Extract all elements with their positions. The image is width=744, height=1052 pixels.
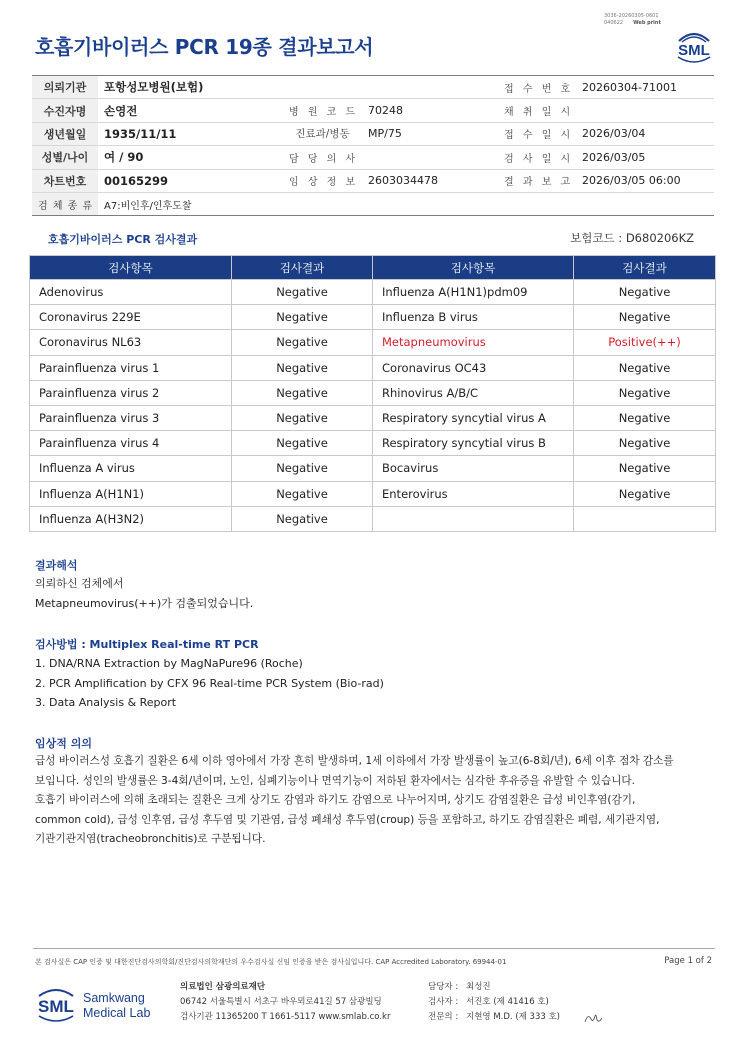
staff-name: 최성진 — [466, 982, 491, 992]
test-item: Influenza B virus — [373, 305, 574, 330]
column-header: 검사항목 — [373, 256, 574, 280]
test-result: Negative — [232, 355, 373, 380]
column-header: 검사항목 — [30, 256, 232, 280]
sml-footer-logo-icon — [35, 982, 157, 1026]
test-result: Negative — [574, 280, 716, 305]
patient-info-table — [32, 75, 714, 216]
test-item: Coronavirus OC43 — [373, 355, 574, 380]
test-item: Influenza A(H1N1) — [30, 481, 232, 506]
sml-logo-text: SML — [678, 42, 710, 59]
test-result: Negative — [574, 456, 716, 481]
method-step: 3. Data Analysis & Report — [35, 696, 177, 709]
staff-name: 지현영 M.D. (제 333 호) — [466, 1012, 561, 1022]
test-item: Respiratory syncytial virus B — [373, 431, 574, 456]
test-item: Coronavirus NL63 — [30, 330, 232, 355]
footer-accreditation-note: 본 검사실은 CAP 인증 및 대한진단검사의학회/진단검사의학재단의 우수검사실 신임 인증을 받은 검사실입니다. CAP Accredited Laboratory. 69944-01 — [35, 958, 507, 966]
staff-name: 서진호 (제 41416 호) — [466, 997, 549, 1007]
clinical-title: 임상적 의의 — [35, 737, 92, 750]
test-item-positive: Metapneumovirus — [373, 330, 574, 355]
test-result — [574, 506, 716, 531]
test-item: Influenza A virus — [30, 456, 232, 481]
test-result: Negative — [232, 481, 373, 506]
info-label: 병 원 코 드 — [283, 99, 362, 122]
footer-divider — [33, 948, 715, 949]
test-item: Parainfluenza virus 3 — [30, 405, 232, 430]
method-step: 2. PCR Amplification by CFX 96 Real-time PCR System (Bio-rad) — [35, 676, 384, 690]
signature-icon — [582, 1010, 604, 1026]
info-value-clinical-info: 2603034478 — [362, 169, 498, 192]
info-value-accession: 20260304-71001 — [576, 76, 714, 99]
table-row — [30, 481, 716, 506]
clinical-line: common cold), 급성 인후염, 급성 후두염 및 기관염, 급성 폐쇄성 후두염(croup) 등을 포함하고, 하기도 감염질환은 폐렴, 세기관지염, — [35, 813, 660, 826]
method-title: 검사방법 : Multiplex Real-time RT PCR — [35, 638, 259, 651]
footer-logo-line1: Samkwang — [83, 991, 145, 1005]
test-item: Influenza A(H1N1)pdm09 — [373, 280, 574, 305]
test-item — [373, 506, 574, 531]
table-row — [30, 380, 716, 405]
info-row — [32, 192, 714, 215]
interpretation-line: 의뢰하신 검체에서 — [35, 577, 124, 590]
info-row — [32, 169, 714, 192]
info-label: 담 당 의 사 — [283, 146, 362, 169]
results-table — [29, 255, 716, 532]
org-name: 의료법인 삼광의료재단 — [180, 982, 266, 992]
test-item: Parainfluenza virus 2 — [30, 380, 232, 405]
test-result: Negative — [232, 280, 373, 305]
clinical-line: 보입니다. 성인의 발생률은 3-4회/년이며, 노인, 심폐기능이나 면역기능이 저하된 환자에서는 심각한 후유증을 유발할 수 있습니다. — [35, 774, 636, 787]
clinical-line: 호흡기 바이러스에 의해 초래되는 질환은 크게 상기도 감염과 하기도 감염으로 나누어지며, 상기도 감염질환은 급성 비인후염(감기, — [35, 794, 636, 806]
clinical-text — [35, 752, 715, 850]
table-row — [30, 431, 716, 456]
test-result: Negative — [232, 330, 373, 355]
footer-staff — [428, 980, 560, 1025]
test-item: Parainfluenza virus 1 — [30, 355, 232, 380]
info-value-specimen-type: A7:비인후/인후도찰 — [98, 192, 714, 215]
table-row — [30, 405, 716, 430]
info-label: 결 과 보 고 — [498, 169, 576, 192]
info-value-report-date: 2026/03/05 06:00 — [576, 169, 714, 192]
test-item: Parainfluenza virus 4 — [30, 431, 232, 456]
info-value-department: MP/75 — [362, 122, 498, 145]
test-result: Negative — [574, 305, 716, 330]
test-result: Negative — [232, 506, 373, 531]
test-item: Respiratory syncytial virus A — [373, 405, 574, 430]
footer-organization — [180, 980, 390, 1025]
page-title: 호흡기바이러스 PCR 19종 결과보고서 — [35, 35, 374, 59]
info-value-physician — [362, 146, 498, 169]
org-address: 06742 서울특별시 서초구 바우뫼로41길 57 삼광빌딩 — [180, 997, 382, 1007]
code-line-2: 040622 — [604, 19, 624, 26]
info-value-chart-number: 00165299 — [98, 169, 283, 192]
org-contact: 검사기관 11365200 T 1661-5117 www.smlab.co.kr — [180, 1012, 391, 1022]
info-row — [32, 146, 714, 169]
table-row — [30, 305, 716, 330]
info-label: 임 상 정 보 — [283, 169, 362, 192]
web-print-label: Web print — [633, 19, 661, 26]
results-section-title: 호흡기바이러스 PCR 검사결과 — [48, 233, 198, 246]
info-row — [32, 122, 714, 145]
column-header: 검사결과 — [574, 256, 716, 280]
info-label: 검 사 일 시 — [498, 146, 576, 169]
table-row — [30, 280, 716, 305]
test-item: Adenovirus — [30, 280, 232, 305]
clinical-line: 기관기관지염(tracheobronchitis)로 구분됩니다. — [35, 833, 266, 845]
info-value-hospital: 포항성모병원(보험) — [98, 76, 498, 99]
footer-logo-line2: Medical Lab — [83, 1006, 151, 1020]
info-row — [32, 99, 714, 122]
staff-role: 전문의 : — [428, 1012, 459, 1022]
test-item: Rhinovirus A/B/C — [373, 380, 574, 405]
interpretation-title: 결과해석 — [35, 559, 78, 572]
info-value-collection-date — [576, 99, 714, 122]
sml-logo-icon — [672, 25, 716, 65]
info-label: 검 체 종 류 — [32, 192, 98, 215]
test-result: Negative — [574, 405, 716, 430]
info-label: 접 수 번 호 — [498, 76, 576, 99]
interpretation-line: Metapneumovirus(++)가 검출되었습니다. — [35, 596, 254, 610]
test-result-positive: Positive(++) — [574, 330, 716, 355]
test-result: Negative — [574, 431, 716, 456]
info-label: 진료과/병동 — [283, 122, 362, 145]
method-steps — [35, 654, 384, 713]
info-value-sex-age: 여 / 90 — [98, 146, 283, 169]
column-header: 검사결과 — [232, 256, 373, 280]
info-label: 생년월일 — [32, 122, 98, 145]
test-result: Negative — [232, 431, 373, 456]
test-result: Negative — [574, 355, 716, 380]
interpretation-text — [35, 574, 253, 613]
footer-logo-text: SML — [38, 997, 74, 1016]
test-result: Negative — [232, 380, 373, 405]
test-result: Negative — [574, 481, 716, 506]
info-value-received-date: 2026/03/04 — [576, 122, 714, 145]
test-result: Negative — [232, 305, 373, 330]
page-number: Page 1 of 2 — [664, 956, 712, 966]
info-row — [32, 76, 714, 99]
info-value-patient-name: 손영전 — [98, 99, 283, 122]
info-label: 접 수 일 시 — [498, 122, 576, 145]
info-label: 채 취 일 시 — [498, 99, 576, 122]
test-result: Negative — [232, 456, 373, 481]
test-result: Negative — [232, 405, 373, 430]
test-item: Coronavirus 229E — [30, 305, 232, 330]
info-label: 의뢰기관 — [32, 76, 98, 99]
info-value-test-date: 2026/03/05 — [576, 146, 714, 169]
clinical-line: 급성 바이러스성 호흡기 질환은 6세 이하 영아에서 가장 흔히 발생하며, 1세 이하에서 가장 발생률이 높고(6-8회/년), 6세 이후 점차 감소를 — [35, 755, 674, 767]
info-label: 차트번호 — [32, 169, 98, 192]
table-row — [30, 330, 716, 355]
info-value-hospital-code: 70248 — [362, 99, 498, 122]
results-header-row — [30, 256, 716, 280]
info-label: 수진자명 — [32, 99, 98, 122]
table-row — [30, 456, 716, 481]
staff-role: 담당자 : — [428, 982, 459, 992]
table-row — [30, 506, 716, 531]
test-item: Enterovirus — [373, 481, 574, 506]
info-label: 성별/나이 — [32, 146, 98, 169]
test-item: Bocavirus — [373, 456, 574, 481]
table-row — [30, 355, 716, 380]
insurance-code: 보험코드 : D680206KZ — [570, 231, 694, 245]
method-step: 1. DNA/RNA Extraction by MagNaPure96 (Roche) — [35, 657, 303, 670]
code-line-1: 3036-20260305-0601 — [604, 13, 659, 19]
test-item: Influenza A(H3N2) — [30, 506, 232, 531]
staff-role: 검사자 : — [428, 997, 459, 1007]
info-value-birthdate: 1935/11/11 — [98, 122, 283, 145]
test-result: Negative — [574, 380, 716, 405]
